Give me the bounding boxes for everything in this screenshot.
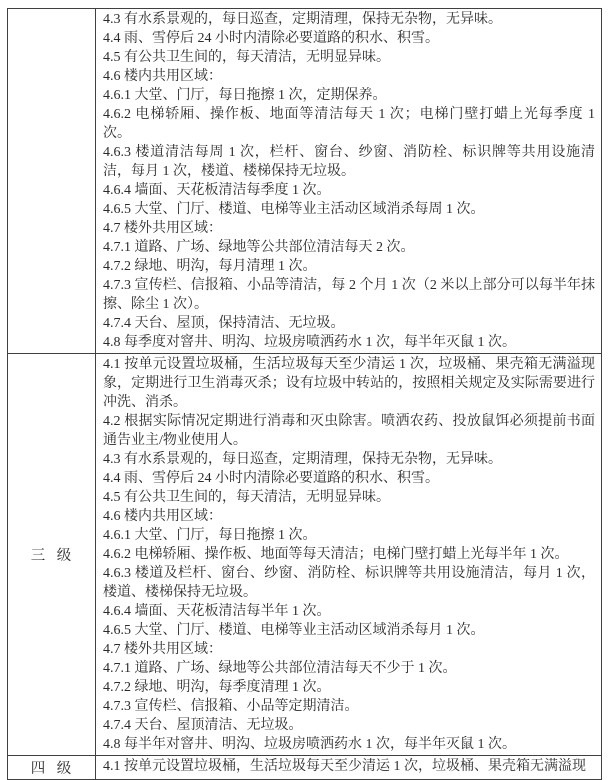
document-page: [7, 8, 602, 780]
table-row: [8, 756, 602, 780]
standards-table: [7, 8, 602, 780]
spec-item: 4.2 根据实际情况定期进行消毒和灭虫除害。喷洒农药、投放鼠饵必须提前书面通告业主/物业使用人。: [103, 414, 595, 448]
spec-content-cell: [96, 756, 602, 780]
spec-item: 4.7.1 道路、广场、绿地等公共部位清洁每天 2 次。: [103, 240, 415, 255]
spec-item: 4.7.2 绿地、明沟，每月清理 1 次。: [103, 259, 317, 274]
table-row: [8, 354, 602, 756]
spec-item: 4.3 有水系景观的，每日巡查，定期清理，保持无杂物，无异味。: [103, 12, 502, 27]
level-label: 四 级: [8, 756, 96, 780]
spec-item: 4.6.1 大堂、门厅，每日拖擦 1 次。: [103, 528, 317, 543]
spec-item: 4.6.1 大堂、门厅，每日拖擦 1 次，定期保养。: [103, 88, 387, 103]
spec-item: 4.6.2 电梯轿厢、操作板、地面等清洁每天 1 次；电梯门壁打蜡上光每季度 1 次。: [103, 107, 595, 141]
spec-item: 4.4 雨、雪停后 24 小时内清除必要道路的积水、积雪。: [103, 31, 439, 46]
spec-item: 4.8 每半年对窨井、明沟、垃圾房喷洒药水 1 次，每半年灭鼠 1 次。: [103, 737, 516, 752]
spec-item: 4.7.2 绿地、明沟，每季度清理 1 次。: [103, 680, 331, 695]
standards-table-body: [8, 9, 602, 780]
spec-content-cell: [96, 9, 602, 354]
spec-item: 4.5 有公共卫生间的，每天清洁，无明显异味。: [103, 50, 390, 65]
spec-item: 4.6.2 电梯轿厢、操作板、地面等每天清洁；电梯门壁打蜡上光每半年 1 次。: [103, 547, 569, 562]
spec-item: 4.6 楼内共用区域：: [103, 69, 222, 84]
spec-item: 4.1 按单元设置垃圾桶，生活垃圾每天至少清运 1 次，垃圾桶、果壳箱无满溢现象，定期进行卫生消毒灭杀；设有垃圾中转站的，按照相关规定及实际需要进行冲洗、消杀。: [103, 357, 595, 410]
spec-item: 4.7.4 天台、屋顶清洁、无垃圾。: [103, 718, 303, 733]
spec-item: 4.6.3 楼道清洁每周 1 次，栏杆、窗台、纱窗、消防栓、标识牌等共用设施清洁，每月 1 次，楼道、楼梯保持无垃圾。: [103, 145, 595, 179]
spec-item: 4.1 按单元设置垃圾桶，生活垃圾每天至少清运 1 次，垃圾桶、果壳箱无满溢现: [103, 759, 586, 774]
spec-item: 4.6.4 墙面、天花板清洁每季度 1 次。: [103, 183, 331, 198]
spec-item: 4.7.1 道路、广场、绿地等公共部位清洁每天不少于 1 次。: [103, 661, 457, 676]
spec-item: 4.7 楼外共用区域：: [103, 642, 222, 657]
spec-item: 4.8 每季度对窨井、明沟、垃圾房喷洒药水 1 次，每半年灭鼠 1 次。: [103, 335, 516, 350]
spec-item: 4.6.5 大堂、门厅、楼道、电梯等业主活动区域消杀每周 1 次。: [103, 202, 485, 217]
spec-item: 4.5 有公共卫生间的，每天清洁，无明显异味。: [103, 490, 390, 505]
level-label: [8, 9, 96, 354]
spec-item: 4.4 雨、雪停后 24 小时内清除必要道路的积水、积雪。: [103, 471, 439, 486]
spec-item: 4.7.4 天台、屋顶，保持清洁、无垃圾。: [103, 316, 345, 331]
spec-item: 4.6.3 楼道及栏杆、窗台、纱窗、消防栓、标识牌等共用设施清洁，每月 1 次，楼道、楼梯保持无垃圾。: [103, 566, 595, 600]
level-label: 三 级: [8, 354, 96, 756]
spec-item: 4.3 有水系景观的，每日巡查，定期清理，保持无杂物，无异味。: [103, 452, 502, 467]
spec-item: 4.7.3 宣传栏、信报箱、小品等清洁，每 2 个月 1 次（2 米以上部分可以每半年抹擦、除尘 1 次）。: [103, 278, 595, 312]
spec-item: 4.7.3 宣传栏、信报箱、小品等定期清洁。: [103, 699, 359, 714]
spec-item: 4.6.4 墙面、天花板清洁每半年 1 次。: [103, 604, 331, 619]
table-row: [8, 9, 602, 354]
spec-item: 4.7 楼外共用区域：: [103, 221, 222, 236]
spec-content-cell: [96, 354, 602, 756]
spec-item: 4.6.5 大堂、门厅、楼道、电梯等业主活动区域消杀每月 1 次。: [103, 623, 485, 638]
spec-item: 4.6 楼内共用区域：: [103, 509, 222, 524]
